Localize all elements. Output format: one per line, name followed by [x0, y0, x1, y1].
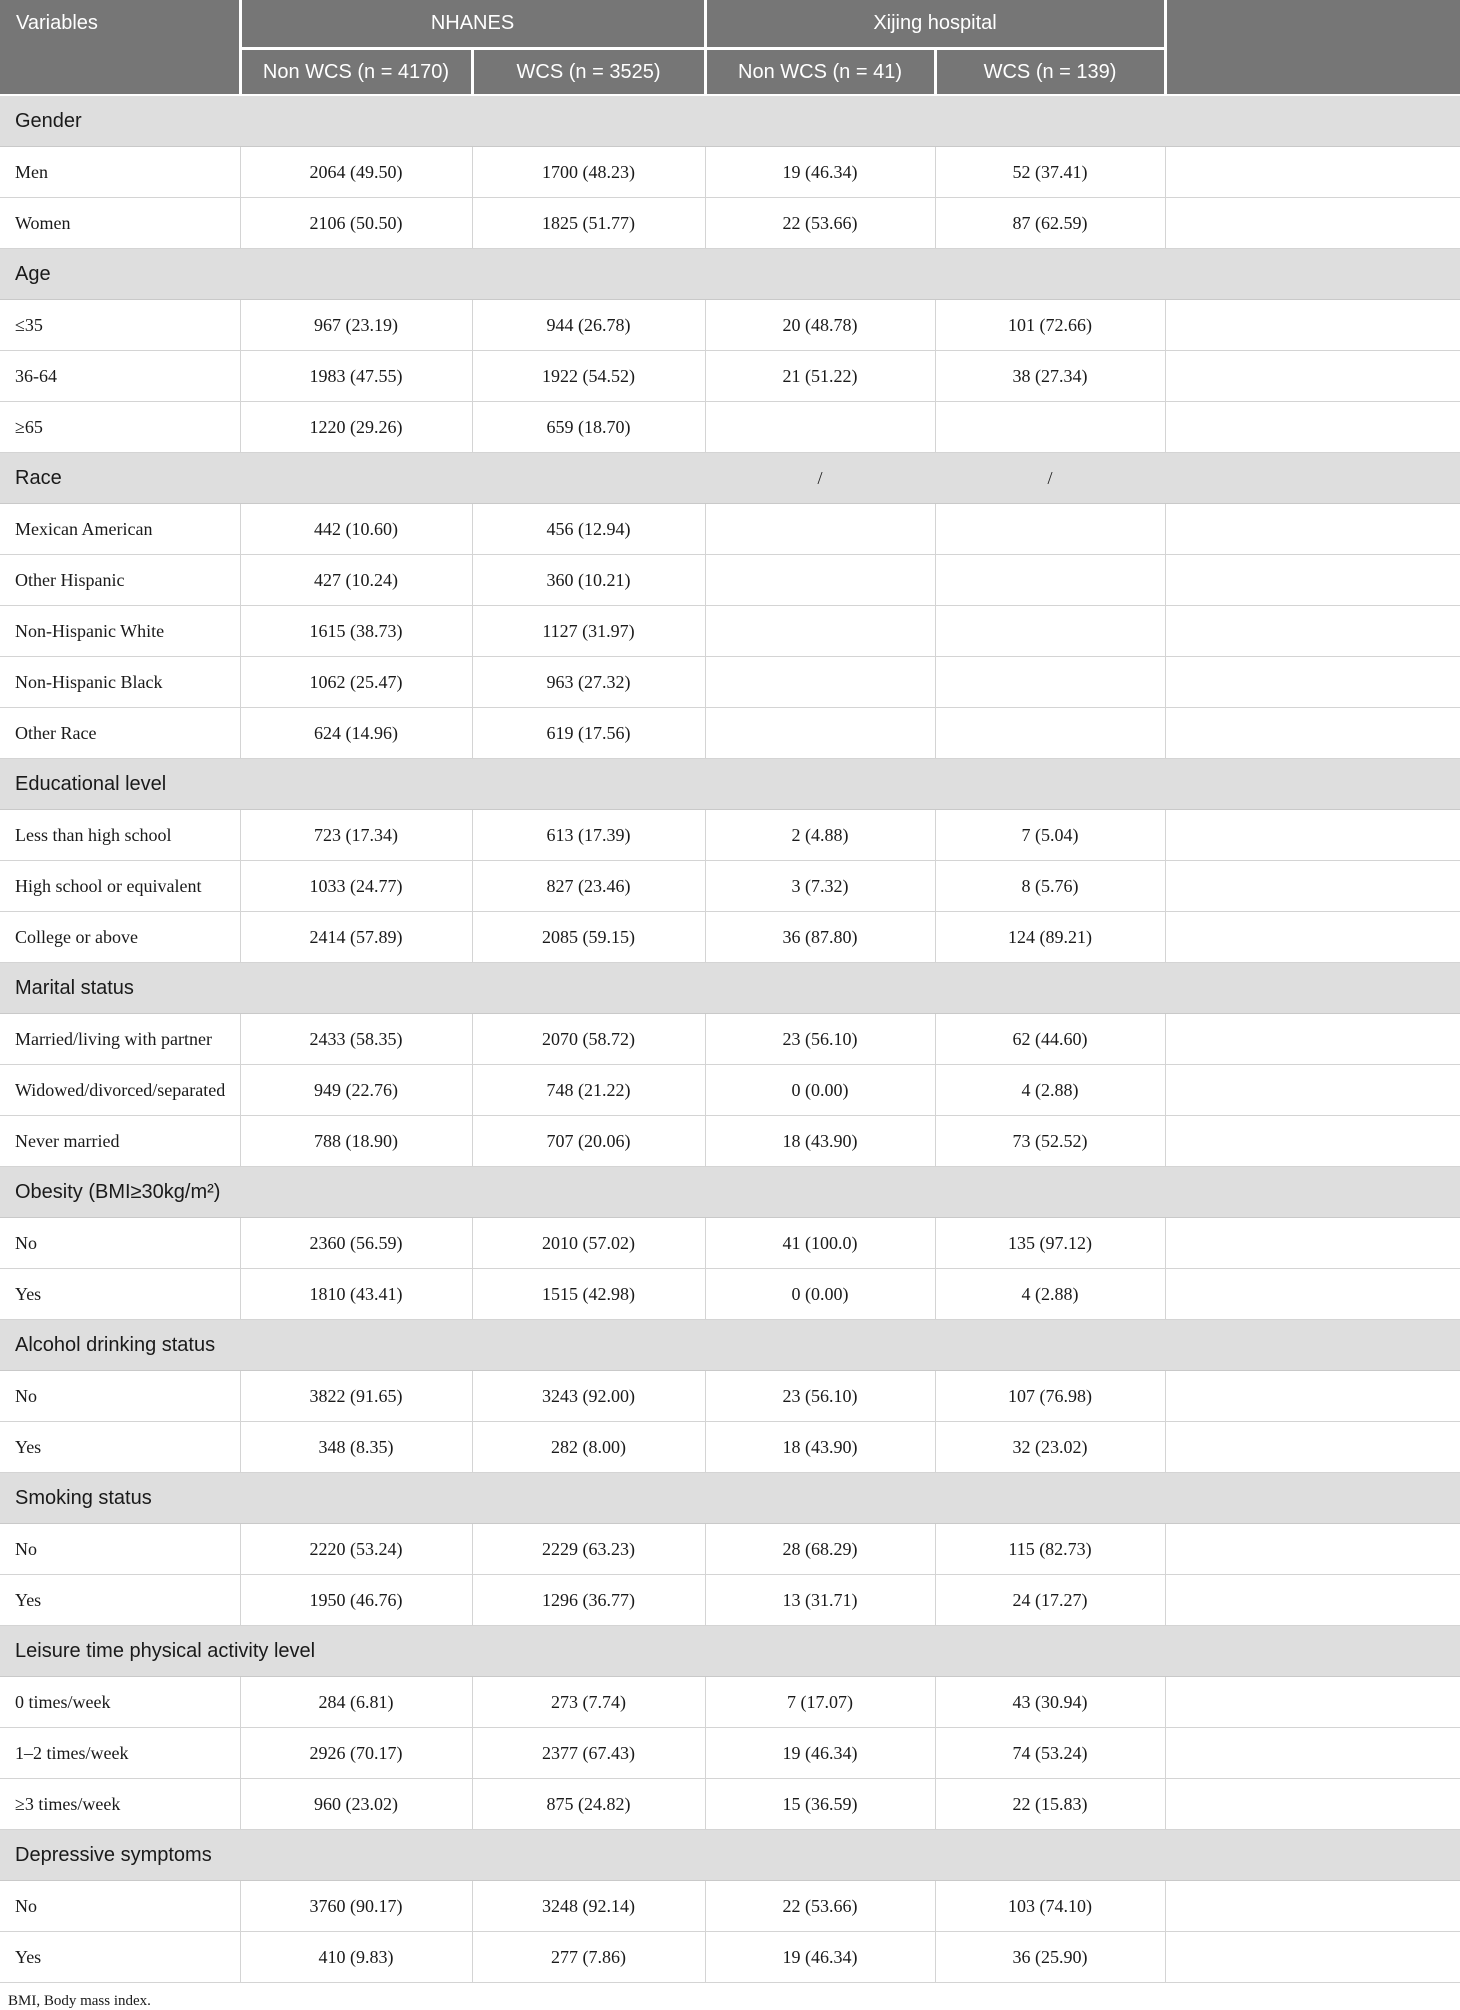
value-cell: 3 (7.32) [705, 861, 935, 912]
row-spacer-cell [1165, 606, 1460, 657]
value-cell: 613 (17.39) [472, 810, 705, 861]
row-label: Women [0, 198, 240, 249]
section-title: Age [0, 249, 705, 300]
section-title: Obesity (BMI≥30kg/m²) [0, 1167, 705, 1218]
section-placeholder-cell [705, 1320, 935, 1371]
section-row [0, 1626, 1460, 1677]
value-cell: 18 (43.90) [705, 1116, 935, 1167]
value-cell: 52 (37.41) [935, 147, 1165, 198]
row-spacer-cell [1165, 1371, 1460, 1422]
row-spacer-cell [1165, 1575, 1460, 1626]
value-cell: 124 (89.21) [935, 912, 1165, 963]
section-spacer-cell [1165, 249, 1460, 300]
value-cell: 748 (21.22) [472, 1065, 705, 1116]
value-cell: 3248 (92.14) [472, 1881, 705, 1932]
row-spacer-cell [1165, 1218, 1460, 1269]
value-cell: 22 (15.83) [935, 1779, 1165, 1830]
row-label: High school or equivalent [0, 861, 240, 912]
row-spacer-cell [1165, 657, 1460, 708]
section-spacer-cell [1165, 759, 1460, 810]
section-row [0, 95, 1460, 147]
section-row [0, 963, 1460, 1014]
value-cell [705, 657, 935, 708]
row-spacer-cell [1165, 198, 1460, 249]
value-cell: 1983 (47.55) [240, 351, 472, 402]
row-label: Men [0, 147, 240, 198]
value-cell: 36 (87.80) [705, 912, 935, 963]
value-cell: 4 (2.88) [935, 1065, 1165, 1116]
value-cell: 2 (4.88) [705, 810, 935, 861]
row-spacer-cell [1165, 402, 1460, 453]
value-cell: 273 (7.74) [472, 1677, 705, 1728]
value-cell: 22 (53.66) [705, 198, 935, 249]
row-spacer-cell [1165, 351, 1460, 402]
column-group-nhanes: NHANES [240, 0, 705, 49]
table-row [0, 1371, 1460, 1422]
value-cell: 2414 (57.89) [240, 912, 472, 963]
section-placeholder-cell: / [705, 453, 935, 504]
value-cell: 949 (22.76) [240, 1065, 472, 1116]
value-cell: 1515 (42.98) [472, 1269, 705, 1320]
row-spacer-cell [1165, 810, 1460, 861]
value-cell: 0 (0.00) [705, 1269, 935, 1320]
row-label: Widowed/divorced/separated [0, 1065, 240, 1116]
value-cell: 101 (72.66) [935, 300, 1165, 351]
value-cell: 0 (0.00) [705, 1065, 935, 1116]
value-cell: 723 (17.34) [240, 810, 472, 861]
table-body [0, 95, 1460, 1983]
row-spacer-cell [1165, 1728, 1460, 1779]
row-label: Other Hispanic [0, 555, 240, 606]
section-placeholder-cell [935, 963, 1165, 1014]
value-cell [705, 606, 935, 657]
value-cell: 2926 (70.17) [240, 1728, 472, 1779]
value-cell: 348 (8.35) [240, 1422, 472, 1473]
value-cell: 87 (62.59) [935, 198, 1165, 249]
value-cell: 707 (20.06) [472, 1116, 705, 1167]
value-cell: 15 (36.59) [705, 1779, 935, 1830]
column-header-nhanes-wcs: WCS (n = 3525) [472, 49, 705, 96]
value-cell: 3760 (90.17) [240, 1881, 472, 1932]
row-spacer-cell [1165, 1881, 1460, 1932]
value-cell: 3243 (92.00) [472, 1371, 705, 1422]
value-cell: 1922 (54.52) [472, 351, 705, 402]
table-row [0, 657, 1460, 708]
column-header-nhanes-non-wcs: Non WCS (n = 4170) [240, 49, 472, 96]
value-cell: 2433 (58.35) [240, 1014, 472, 1065]
section-row [0, 1320, 1460, 1371]
row-label: Yes [0, 1575, 240, 1626]
value-cell: 442 (10.60) [240, 504, 472, 555]
section-placeholder-cell [935, 1320, 1165, 1371]
table-row [0, 1881, 1460, 1932]
section-title: Depressive symptoms [0, 1830, 705, 1881]
section-title: Smoking status [0, 1473, 705, 1524]
section-placeholder-cell: / [935, 453, 1165, 504]
value-cell: 960 (23.02) [240, 1779, 472, 1830]
value-cell: 2010 (57.02) [472, 1218, 705, 1269]
row-label: Less than high school [0, 810, 240, 861]
value-cell [935, 555, 1165, 606]
header-group-row [0, 0, 1460, 49]
row-spacer-cell [1165, 1677, 1460, 1728]
value-cell: 624 (14.96) [240, 708, 472, 759]
value-cell: 827 (23.46) [472, 861, 705, 912]
section-spacer-cell [1165, 963, 1460, 1014]
section-placeholder-cell [705, 963, 935, 1014]
section-placeholder-cell [935, 1473, 1165, 1524]
header-spacer [1165, 0, 1460, 95]
section-title: Gender [0, 95, 705, 147]
table-row [0, 147, 1460, 198]
value-cell: 1810 (43.41) [240, 1269, 472, 1320]
value-cell: 1220 (29.26) [240, 402, 472, 453]
value-cell: 73 (52.52) [935, 1116, 1165, 1167]
section-placeholder-cell [935, 1626, 1165, 1677]
section-title: Educational level [0, 759, 705, 810]
value-cell: 18 (43.90) [705, 1422, 935, 1473]
value-cell [705, 555, 935, 606]
section-placeholder-cell [705, 1830, 935, 1881]
table-footnote: BMI, Body mass index. [8, 1993, 151, 2009]
value-cell: 2085 (59.15) [472, 912, 705, 963]
section-title: Marital status [0, 963, 705, 1014]
table-row [0, 198, 1460, 249]
row-spacer-cell [1165, 1116, 1460, 1167]
section-row [0, 1830, 1460, 1881]
section-placeholder-cell [935, 1830, 1165, 1881]
section-spacer-cell [1165, 1320, 1460, 1371]
row-spacer-cell [1165, 1779, 1460, 1830]
row-spacer-cell [1165, 1065, 1460, 1116]
value-cell: 2106 (50.50) [240, 198, 472, 249]
value-cell: 7 (17.07) [705, 1677, 935, 1728]
row-spacer-cell [1165, 861, 1460, 912]
value-cell: 659 (18.70) [472, 402, 705, 453]
section-spacer-cell [1165, 1473, 1460, 1524]
row-label: ≤35 [0, 300, 240, 351]
row-spacer-cell [1165, 1014, 1460, 1065]
value-cell: 1062 (25.47) [240, 657, 472, 708]
table-row [0, 1779, 1460, 1830]
row-label: Mexican American [0, 504, 240, 555]
table-row [0, 1065, 1460, 1116]
value-cell: 967 (23.19) [240, 300, 472, 351]
value-cell [705, 708, 935, 759]
row-label: No [0, 1524, 240, 1575]
value-cell: 360 (10.21) [472, 555, 705, 606]
value-cell [935, 606, 1165, 657]
value-cell: 1950 (46.76) [240, 1575, 472, 1626]
section-spacer-cell [1165, 453, 1460, 504]
value-cell: 3822 (91.65) [240, 1371, 472, 1422]
value-cell: 135 (97.12) [935, 1218, 1165, 1269]
section-spacer-cell [1165, 1167, 1460, 1218]
section-spacer-cell [1165, 1626, 1460, 1677]
row-spacer-cell [1165, 147, 1460, 198]
table-row [0, 1014, 1460, 1065]
value-cell: 7 (5.04) [935, 810, 1165, 861]
section-row [0, 759, 1460, 810]
value-cell [935, 657, 1165, 708]
section-row [0, 453, 1460, 504]
value-cell: 23 (56.10) [705, 1371, 935, 1422]
value-cell [935, 402, 1165, 453]
table-row [0, 861, 1460, 912]
section-placeholder-cell [705, 95, 935, 147]
table-row [0, 1575, 1460, 1626]
value-cell: 619 (17.56) [472, 708, 705, 759]
section-placeholder-cell [705, 759, 935, 810]
row-label: Yes [0, 1422, 240, 1473]
section-placeholder-cell [705, 1473, 935, 1524]
section-placeholder-cell [935, 759, 1165, 810]
value-cell: 284 (6.81) [240, 1677, 472, 1728]
row-label: No [0, 1218, 240, 1269]
value-cell: 2220 (53.24) [240, 1524, 472, 1575]
section-row [0, 1167, 1460, 1218]
table-row [0, 351, 1460, 402]
value-cell: 427 (10.24) [240, 555, 472, 606]
value-cell: 1700 (48.23) [472, 147, 705, 198]
value-cell: 23 (56.10) [705, 1014, 935, 1065]
column-header-variables: Variables [0, 0, 240, 95]
row-spacer-cell [1165, 912, 1460, 963]
value-cell: 41 (100.0) [705, 1218, 935, 1269]
column-group-xijing-hospital: Xijing hospital [705, 0, 1165, 49]
table-row [0, 708, 1460, 759]
table-row [0, 606, 1460, 657]
value-cell: 22 (53.66) [705, 1881, 935, 1932]
table-row [0, 402, 1460, 453]
column-header-xijing-wcs: WCS (n = 139) [935, 49, 1165, 96]
value-cell: 13 (31.71) [705, 1575, 935, 1626]
section-title: Leisure time physical activity level [0, 1626, 705, 1677]
row-spacer-cell [1165, 555, 1460, 606]
value-cell: 103 (74.10) [935, 1881, 1165, 1932]
section-placeholder-cell [705, 1167, 935, 1218]
value-cell: 32 (23.02) [935, 1422, 1165, 1473]
table-row [0, 300, 1460, 351]
row-label: ≥3 times/week [0, 1779, 240, 1830]
value-cell: 2070 (58.72) [472, 1014, 705, 1065]
table-row [0, 1677, 1460, 1728]
row-spacer-cell [1165, 300, 1460, 351]
row-label: 0 times/week [0, 1677, 240, 1728]
value-cell: 24 (17.27) [935, 1575, 1165, 1626]
row-spacer-cell [1165, 1524, 1460, 1575]
section-spacer-cell [1165, 95, 1460, 147]
value-cell [935, 504, 1165, 555]
value-cell: 2229 (63.23) [472, 1524, 705, 1575]
value-cell: 115 (82.73) [935, 1524, 1165, 1575]
value-cell: 19 (46.34) [705, 1728, 935, 1779]
row-label: Married/living with partner [0, 1014, 240, 1065]
value-cell: 8 (5.76) [935, 861, 1165, 912]
row-spacer-cell [1165, 504, 1460, 555]
row-label: ≥65 [0, 402, 240, 453]
section-row [0, 1473, 1460, 1524]
row-spacer-cell [1165, 708, 1460, 759]
table-row [0, 1932, 1460, 1983]
value-cell: 1033 (24.77) [240, 861, 472, 912]
value-cell: 19 (46.34) [705, 1932, 935, 1983]
value-cell: 2064 (49.50) [240, 147, 472, 198]
section-row [0, 249, 1460, 300]
table-row [0, 1269, 1460, 1320]
table-header [0, 0, 1460, 95]
value-cell: 74 (53.24) [935, 1728, 1165, 1779]
value-cell: 1296 (36.77) [472, 1575, 705, 1626]
section-title: Alcohol drinking status [0, 1320, 705, 1371]
value-cell: 43 (30.94) [935, 1677, 1165, 1728]
table-row [0, 912, 1460, 963]
value-cell: 944 (26.78) [472, 300, 705, 351]
table-row [0, 504, 1460, 555]
section-title: Race [0, 453, 705, 504]
table-row [0, 810, 1460, 861]
table-row [0, 1422, 1460, 1473]
value-cell: 1615 (38.73) [240, 606, 472, 657]
value-cell: 20 (48.78) [705, 300, 935, 351]
value-cell [705, 504, 935, 555]
value-cell: 410 (9.83) [240, 1932, 472, 1983]
row-label: 36-64 [0, 351, 240, 402]
row-spacer-cell [1165, 1269, 1460, 1320]
table-row [0, 555, 1460, 606]
value-cell: 277 (7.86) [472, 1932, 705, 1983]
value-cell: 282 (8.00) [472, 1422, 705, 1473]
value-cell: 2360 (56.59) [240, 1218, 472, 1269]
section-placeholder-cell [935, 1167, 1165, 1218]
row-label: College or above [0, 912, 240, 963]
row-label: Yes [0, 1269, 240, 1320]
value-cell: 875 (24.82) [472, 1779, 705, 1830]
value-cell: 28 (68.29) [705, 1524, 935, 1575]
value-cell: 38 (27.34) [935, 351, 1165, 402]
row-spacer-cell [1165, 1932, 1460, 1983]
value-cell: 1825 (51.77) [472, 198, 705, 249]
table-row [0, 1218, 1460, 1269]
column-header-xijing-non-wcs: Non WCS (n = 41) [705, 49, 935, 96]
value-cell: 963 (27.32) [472, 657, 705, 708]
row-label: 1–2 times/week [0, 1728, 240, 1779]
row-label: Yes [0, 1932, 240, 1983]
value-cell: 456 (12.94) [472, 504, 705, 555]
section-placeholder-cell [935, 95, 1165, 147]
row-label: No [0, 1881, 240, 1932]
row-label: No [0, 1371, 240, 1422]
row-label: Never married [0, 1116, 240, 1167]
table-row [0, 1116, 1460, 1167]
row-label: Other Race [0, 708, 240, 759]
row-label: Non-Hispanic White [0, 606, 240, 657]
value-cell: 788 (18.90) [240, 1116, 472, 1167]
section-placeholder-cell [705, 249, 935, 300]
value-cell: 36 (25.90) [935, 1932, 1165, 1983]
value-cell: 2377 (67.43) [472, 1728, 705, 1779]
section-placeholder-cell [705, 1626, 935, 1677]
value-cell: 62 (44.60) [935, 1014, 1165, 1065]
table-row [0, 1524, 1460, 1575]
row-label: Non-Hispanic Black [0, 657, 240, 708]
value-cell: 4 (2.88) [935, 1269, 1165, 1320]
value-cell: 1127 (31.97) [472, 606, 705, 657]
value-cell: 107 (76.98) [935, 1371, 1165, 1422]
table-row [0, 1728, 1460, 1779]
section-spacer-cell [1165, 1830, 1460, 1881]
row-spacer-cell [1165, 1422, 1460, 1473]
value-cell: 19 (46.34) [705, 147, 935, 198]
section-placeholder-cell [935, 249, 1165, 300]
value-cell [705, 402, 935, 453]
value-cell [935, 708, 1165, 759]
value-cell: 21 (51.22) [705, 351, 935, 402]
